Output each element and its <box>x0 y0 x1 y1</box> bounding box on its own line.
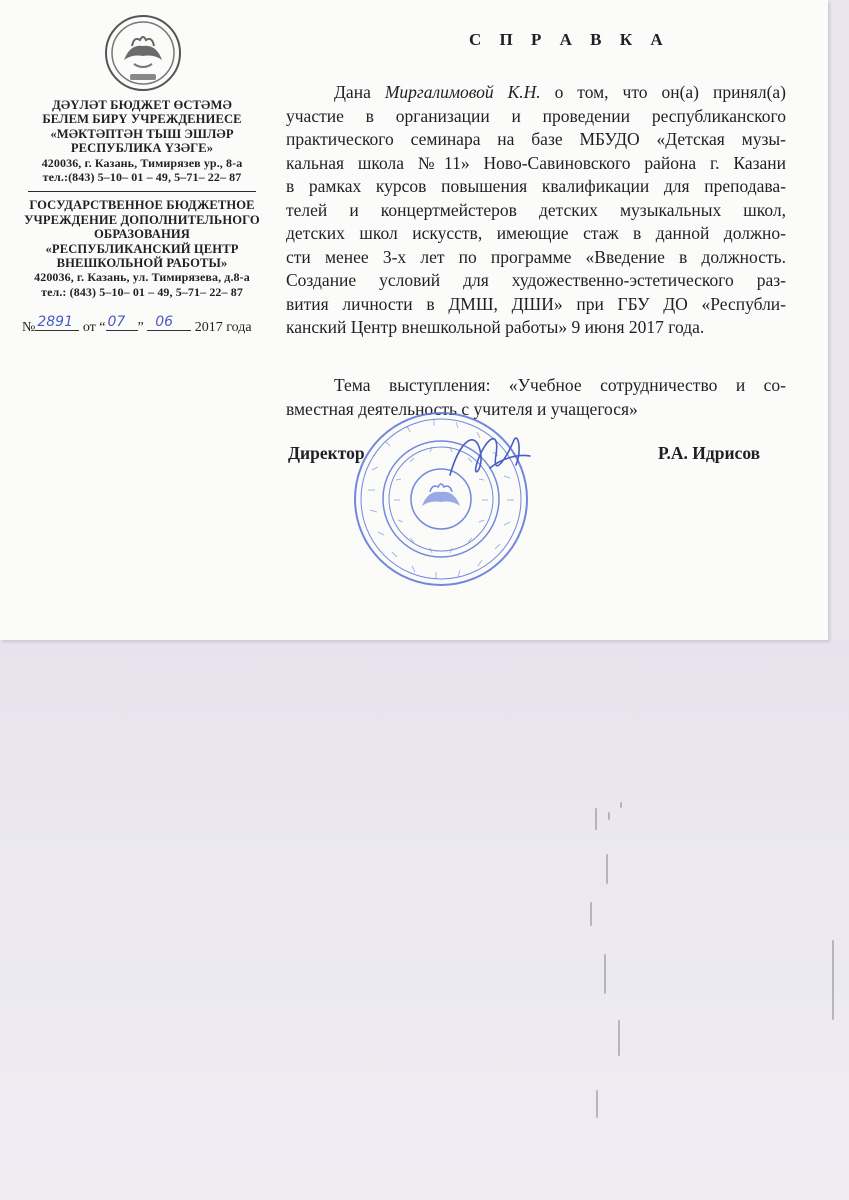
lower-sheet <box>0 640 849 1200</box>
registration-month: 06 <box>155 314 174 330</box>
russian-name-line: ВНЕШКОЛЬНОЙ РАБОТЫ» <box>56 256 228 271</box>
theme-line: вместная деятельность с учителя и учащегося» <box>286 398 638 419</box>
body-line: участие в организации и проведении республиканского <box>286 105 786 126</box>
body-line: кальная школа №11» Ново-Савиновского района г. Казани <box>286 152 786 173</box>
russian-name-line: УЧРЕЖДЕНИЕ ДОПОЛНИТЕЛЬНОГО <box>24 212 260 227</box>
handwritten-signature-icon <box>430 420 540 490</box>
body-line: сти менее 3-х лет по программе «Введение в должность. <box>286 246 786 267</box>
russian-name-line: ГОСУДАРСТВЕННОЕ БЮДЖЕТНОЕ <box>29 198 255 213</box>
paper-edge <box>828 0 849 640</box>
body-line: Создание условий для художественно-эстетического раз- <box>286 270 786 290</box>
organization-header <box>6 98 278 299</box>
tatar-name-line: ДӘҮЛӘТ БЮДЖЕТ ӨСТӘМӘ <box>52 98 232 112</box>
registration-line: № 2891 от “ 07 ” 06 2017 года <box>22 314 252 335</box>
header-divider <box>28 191 256 192</box>
russian-name-line: ОБРАЗОВАНИЯ <box>94 227 190 242</box>
body-text: о том, что он(а) принял(а) <box>540 82 786 102</box>
tatar-name-line: РЕСПУБЛИКА ҮЗӘГЕ» <box>70 141 214 156</box>
signer-name: Р.А. Идрисов <box>658 443 761 463</box>
tatar-name-line: «МӘКТӘПТӘН ТЫШ ЭШЛӘР <box>50 126 234 141</box>
tatar-phone: тел.:(843) 5–10– 01 – 49, 5–71– 22– 87 <box>42 170 242 185</box>
from-label: от <box>82 320 96 335</box>
tatar-address: 420036, г. Казань, Тимирязев ур., 8-а <box>41 155 243 170</box>
certificate-body <box>286 81 786 340</box>
registration-year: 2017 года <box>194 320 252 335</box>
signer-role: Директор <box>288 443 365 463</box>
number-prefix: № <box>22 320 36 335</box>
body-line: телей и концертмейстеров детских музыкальных школ, <box>286 199 786 220</box>
page-title: С П Р А В К А <box>469 30 670 49</box>
body-line: детских школ искусств, имеющие стаж в данной должно- <box>286 223 786 243</box>
body-line: канский Центр внешкольной работы» 9 июня 2017 года. <box>286 317 705 337</box>
person-name: Миргалимовой К.Н. <box>384 82 541 102</box>
russian-name-line: «РЕСПУБЛИКАНСКИЙ ЦЕНТР <box>45 241 239 256</box>
registration-day: 07 <box>107 314 126 330</box>
body-line <box>286 81 786 105</box>
tatar-name-line: БЕЛЕМ БИРҮ УЧРЕЖДЕНИЕСЕ <box>42 112 242 127</box>
body-text: Дана <box>334 82 385 102</box>
body-line: в рамках курсов повышения квалификации для преподава- <box>286 176 786 196</box>
body-line: практического семинара на базе МБУДО «Детская музы- <box>286 129 786 149</box>
theme-line: Тема выступления: «Учебное сотрудничество и со- <box>334 375 786 395</box>
russian-address: 420036, г. Казань, ул. Тимирязева, д.8-а <box>34 270 250 285</box>
tatarstan-coat-of-arms-icon <box>104 14 182 92</box>
registration-number: 2891 <box>37 314 73 330</box>
body-line: вития личности в ДМШ, ДШИ» при ГБУ ДО «Республи- <box>286 293 786 314</box>
russian-phone: тел.: (843) 5–10– 01 – 49, 5–71– 22– 87 <box>41 284 243 299</box>
